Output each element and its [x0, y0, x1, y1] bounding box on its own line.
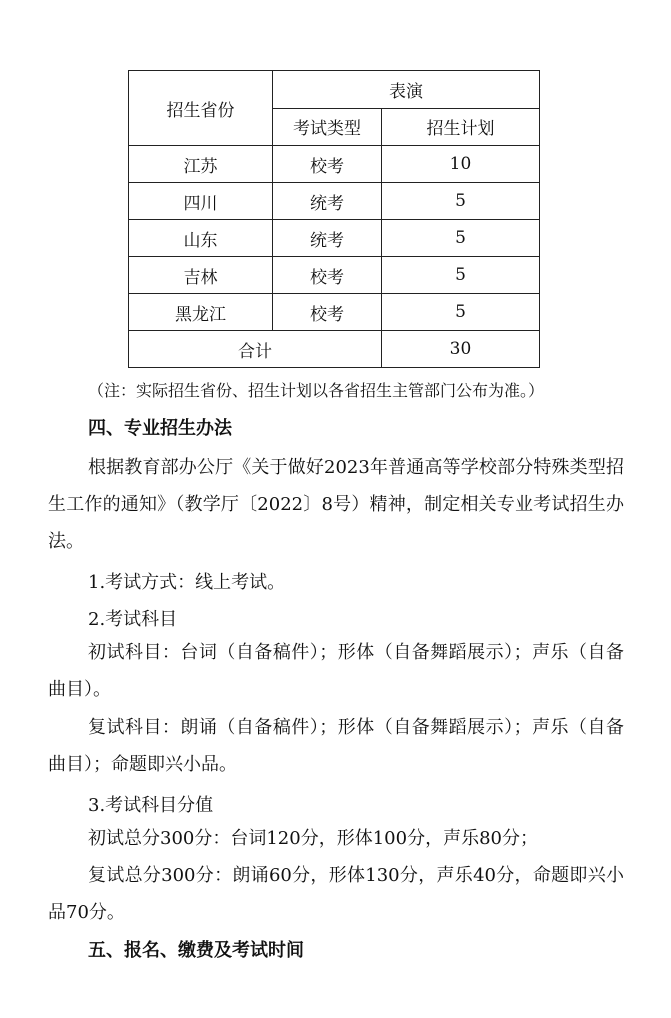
cell-plan: 5 [382, 257, 540, 294]
final-scores: 复试总分300分：朗诵60分，形体130分，声乐40分，命题即兴小品70分。 [48, 865, 624, 923]
item-subject-scores: 3.考试科目分值 [88, 795, 214, 816]
prelim-scores: 初试总分300分：台词120分，形体100分，声乐80分； [88, 828, 538, 849]
cell-province: 吉林 [129, 257, 273, 294]
table-total-row [129, 331, 540, 368]
final-subjects: 复试科目：朗诵（自备稿件）；形体（自备舞蹈展示）；声乐（自备曲目）；命题即兴小品。 [48, 717, 624, 775]
section-4-intro: 根据教育部办公厅《关于做好2023年普通高等学校部分特殊类型招生工作的通知》（教学厅〔2022〕8号）精神，制定相关专业考试招生办法。 [48, 457, 624, 552]
cell-exam-type: 校考 [273, 257, 382, 294]
section-4-heading: 四、专业招生办法 [88, 418, 232, 439]
header-exam-type: 考试类型 [273, 108, 382, 146]
cell-exam-type: 统考 [273, 220, 382, 257]
prelim-subjects: 初试科目：台词（自备稿件）；形体（自备舞蹈展示）；声乐（自备曲目）。 [48, 642, 624, 700]
cell-province: 黑龙江 [129, 294, 273, 331]
table-header-row [129, 71, 540, 109]
table-row [129, 294, 540, 331]
cell-exam-type: 校考 [273, 146, 382, 183]
cell-plan: 5 [382, 220, 540, 257]
cell-exam-type: 统考 [273, 183, 382, 220]
header-group: 表演 [273, 71, 540, 109]
cell-plan: 10 [382, 146, 540, 183]
header-province: 招生省份 [129, 71, 273, 146]
enrollment-plan-table [128, 70, 540, 368]
item-exam-method: 1.考试方式：线上考试。 [88, 572, 286, 593]
table-row [129, 183, 540, 220]
table-note: （注：实际招生省份、招生计划以各省招生主管部门公布为准。） [88, 381, 545, 400]
table-row [129, 257, 540, 294]
table-row [129, 146, 540, 183]
cell-province: 山东 [129, 220, 273, 257]
total-label: 合计 [129, 331, 382, 368]
table-row [129, 220, 540, 257]
cell-province: 四川 [129, 183, 273, 220]
header-plan: 招生计划 [382, 108, 540, 146]
total-value: 30 [382, 331, 540, 368]
cell-province: 江苏 [129, 146, 273, 183]
cell-plan: 5 [382, 294, 540, 331]
cell-exam-type: 校考 [273, 294, 382, 331]
cell-plan: 5 [382, 183, 540, 220]
item-exam-subjects: 2.考试科目 [88, 609, 178, 630]
section-5-heading: 五、报名、缴费及考试时间 [88, 940, 304, 961]
